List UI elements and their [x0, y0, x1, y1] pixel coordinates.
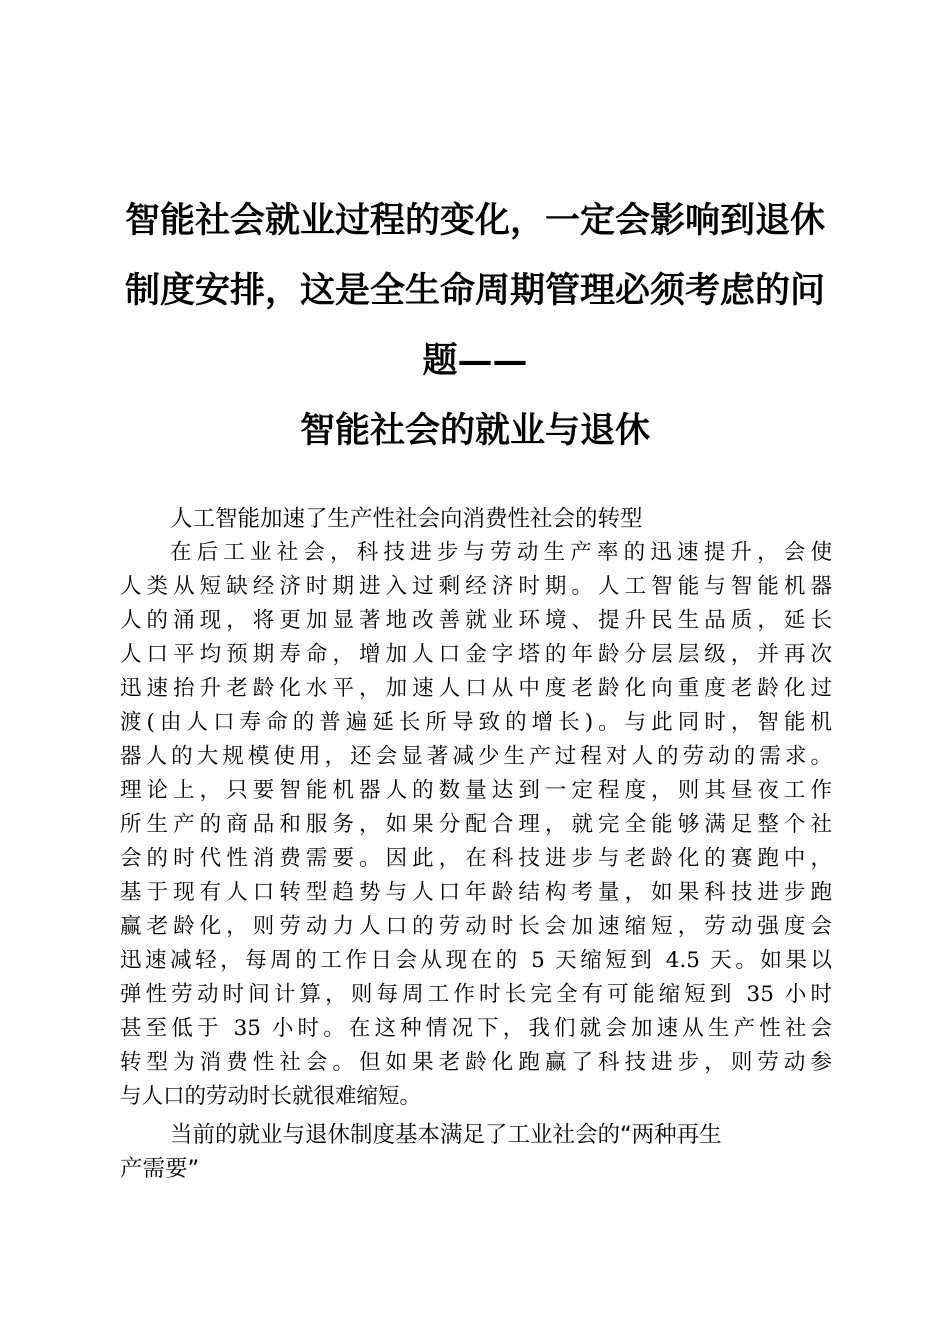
- paragraph-line: 人类从短缺经济时期进入过剩经济时期。人工智能与智能机器: [120, 574, 832, 599]
- title-line-1: 智能社会就业过程的变化，一定会影响到退休: [124, 200, 825, 241]
- paragraph-line: 甚至低于 35 小时。在这种情况下，我们就会加速从生产性社会: [120, 1016, 832, 1041]
- title-line-3: 题——: [422, 340, 528, 381]
- paragraph-line: 赢老龄化，则劳动力人口的劳动时长会加速缩短，劳动强度会: [120, 914, 832, 939]
- title-line-2: 制度安排，这是全生命周期管理必须考虑的问: [124, 270, 825, 311]
- section-heading-1: 人工智能加速了生产性社会向消费性社会的转型: [170, 506, 643, 532]
- paragraph-line: 在后工业社会，科技进步与劳动生产率的迅速提升，会使: [170, 540, 832, 565]
- paragraph-line: 迅速抬升老龄化水平，加速人口从中度老龄化向重度老龄化过: [120, 676, 832, 701]
- article-title: [110, 186, 840, 466]
- paragraph-line: 所生产的商品和服务，如果分配合理，就完全能够满足整个社: [120, 812, 832, 837]
- title-line-4: 智能社会的就业与退休: [299, 410, 650, 451]
- section-heading-2-line-2: 产需要”: [120, 1156, 200, 1182]
- paragraph-line: 会的时代性消费需要。因此，在科技进步与老龄化的赛跑中，: [120, 846, 832, 871]
- paragraph-line: 渡(由人口寿命的普遍延长所导致的增长)。与此同时，智能机: [120, 710, 832, 735]
- paragraph-line: 人口平均预期寿命，增加人口金字塔的年龄分层层级，并再次: [120, 642, 832, 667]
- section-paragraph-1: [120, 536, 832, 1114]
- section-heading-2: [120, 1118, 832, 1186]
- paragraph-line: 转型为消费性社会。但如果老龄化跑赢了科技进步，则劳动参: [120, 1050, 832, 1075]
- paragraph-line: 器人的大规模使用，还会显著减少生产过程对人的劳动的需求。: [120, 744, 832, 769]
- paragraph-line: 与人口的劳动时长就很难缩短。: [120, 1084, 422, 1109]
- paragraph-line: 人的涌现，将更加显著地改善就业环境、提升民生品质，延长: [120, 608, 832, 633]
- section-heading-2-line-1: 当前的就业与退休制度基本满足了工业社会的“两种再生: [170, 1122, 722, 1148]
- paragraph-line: 迅速减轻，每周的工作日会从现在的 5 天缩短到 4.5 天。如果以: [120, 948, 832, 973]
- paragraph-line: 基于现有人口转型趋势与人口年龄结构考量，如果科技进步跑: [120, 880, 832, 905]
- article-body: [120, 502, 832, 1186]
- paragraph-line: 弹性劳动时间计算，则每周工作时长完全有可能缩短到 35 小时: [120, 982, 832, 1007]
- paragraph-line: 理论上，只要智能机器人的数量达到一定程度，则其昼夜工作: [120, 778, 832, 803]
